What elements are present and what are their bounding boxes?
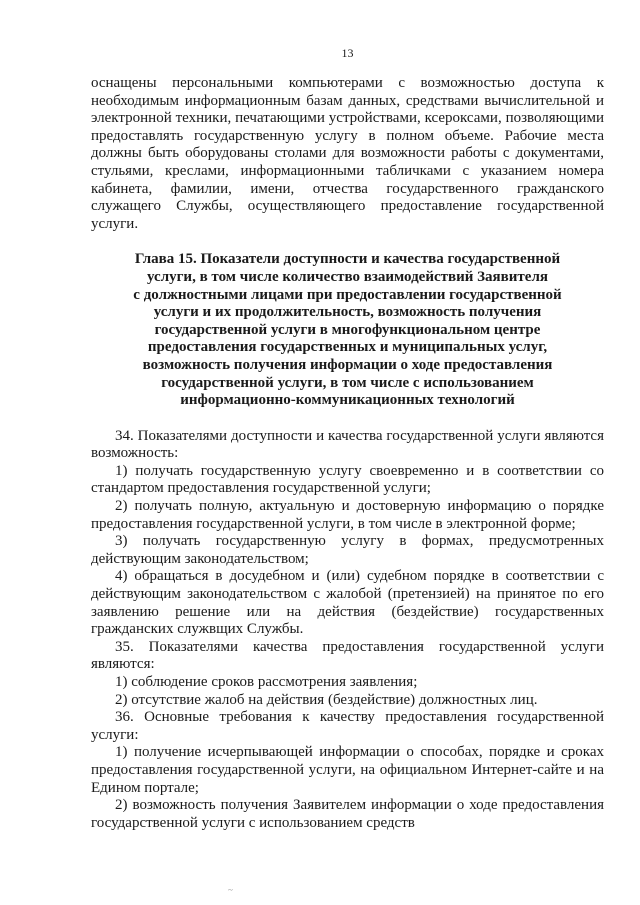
clause-34-item-4: 4) обращаться в досудебном и (или) судебном порядке в соответствии с действующим законодательством с жалобой (претензией) на принятое по его заявлению решение или на действия (бездействие) государственных гражданских служвщих Службы.	[91, 568, 604, 638]
clause-34-item-2: 2) получать полную, актуальную и достоверную информацию о порядке предоставления государственной услуги, в том числе в электронной форме;	[91, 498, 604, 532]
chapter-heading	[91, 251, 604, 409]
chapter-heading-line: услуги, в том числе количество взаимодействий Заявителя	[147, 268, 548, 285]
page-number: 13	[341, 46, 354, 60]
clause-34-item-3: 3) получать государственную услугу в формах, предусмотренных действующим законодательством;	[91, 533, 604, 567]
clause-35-item-2: 2) отсутствие жалоб на действия (бездействие) должностных лиц.	[115, 691, 538, 708]
chapter-heading-line: государственной услуги, в том числе с использованием	[161, 374, 534, 391]
chapter-heading-line: информационно-коммуникационных технологий	[180, 392, 515, 409]
document-page	[91, 46, 604, 832]
chapter-heading-line: возможность получения информации о ходе предоставления	[142, 356, 553, 373]
clause-35: 35. Показателями качества предоставления государственной услуги являются:	[91, 638, 604, 673]
scan-mark: ~	[228, 885, 233, 895]
chapter-heading-line: предоставления государственных и муниципальных услуг,	[147, 339, 548, 356]
clause-34-item-1: 1) получать государственную услугу своевременно и в соответствии со стандартом предоставления государственной услуги;	[91, 462, 604, 497]
clause-36-item-2: 2) возможность получения Заявителем информации о ходе предоставления государственной услуги с использованием средств	[91, 797, 604, 831]
chapter-heading-line: услуги и их продолжительность, возможность получения	[153, 304, 542, 321]
intro-paragraph: оснащены персональными компьютерами с возможностью доступа к необходимым информационным базам данных, средствами вычислительной и электронной техники, печатающими устройствами, ксероксами, позволяющими предоставлять государственную услугу в полном объеме. Рабочие места должны быть оборудованы столами для возможности работы с документами, стульями, креслами, информационными табличками с указанием номера кабинета, фамилии, имени, отчества государственного гражданского служащего Службы, осуществляющего предоставление государственной услуги.	[91, 75, 604, 232]
clause-36-item-1: 1) получение исчерпывающей информации о способах, порядке и сроках предоставления государственной услуги, на официальном Интернет-сайте и на Едином портале;	[91, 744, 604, 796]
chapter-heading-line: государственной услуги в многофункциональном центре	[154, 321, 541, 338]
clause-34: 34. Показателями доступности и качества государственной услуги являются возможность:	[91, 427, 604, 462]
clause-35-item-1: 1) соблюдение сроков рассмотрения заявления;	[115, 674, 418, 690]
chapter-heading-line: с должностными лицами при предоставлении государственной	[133, 286, 562, 303]
clause-36: 36. Основные требования к качеству предоставления государственной услуги:	[91, 709, 604, 743]
chapter-heading-line: Глава 15. Показатели доступности и качества государственной	[134, 251, 561, 268]
